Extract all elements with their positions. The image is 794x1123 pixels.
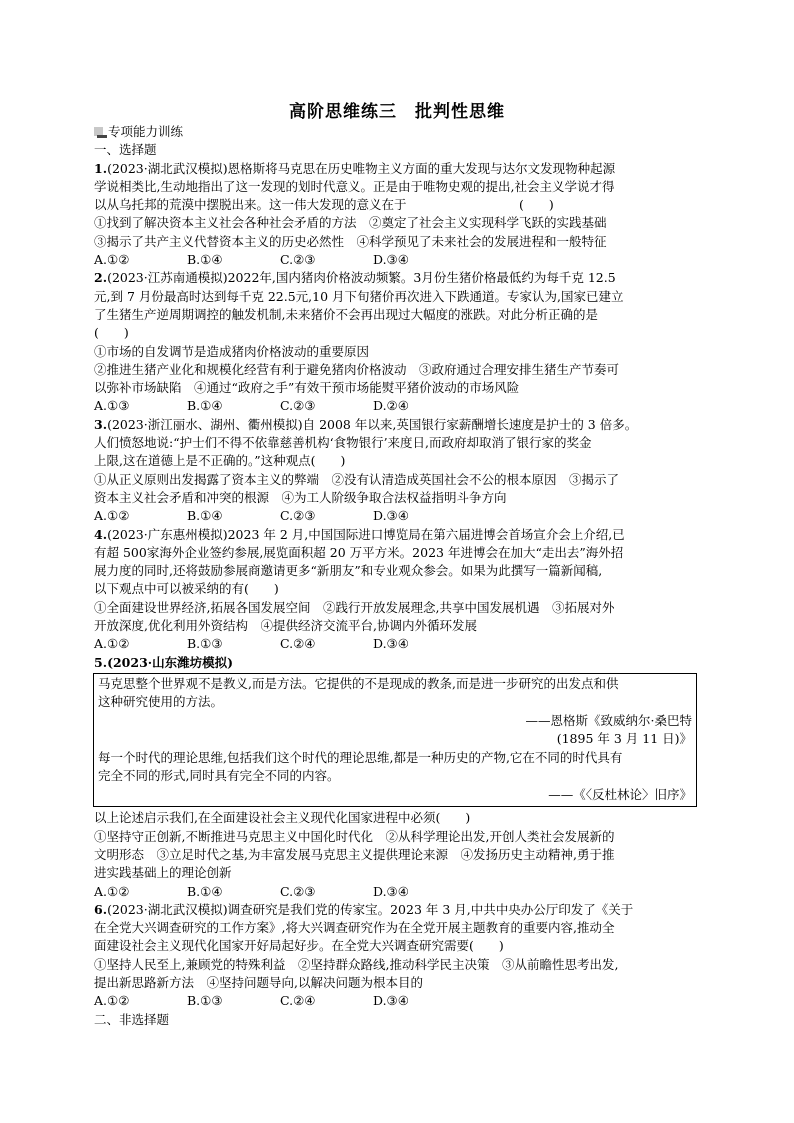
question-line: 在全党大兴调查研究的工作方案》,将大兴调查研究作为在全党开展主题教育的重要内容,推动全 bbox=[94, 920, 615, 936]
question-text: (2023·浙江丽水、湖州、衢州模拟)自 2008 年以来,英国银行家薪酬增长速度是护士的 3 倍多。 bbox=[107, 416, 638, 432]
option-b[interactable]: B.①③ bbox=[187, 993, 223, 1009]
option-a[interactable]: A.①② bbox=[94, 883, 130, 899]
question-line: 以从乌托邦的荒漠中摆脱出来。这一伟大发现的意义在于 ( ) bbox=[94, 197, 554, 213]
quote-line: 完全不同的形式,同时具有完全不同的内容。 bbox=[98, 768, 340, 784]
option-d[interactable]: D.③④ bbox=[373, 636, 409, 652]
question-number: 3. bbox=[94, 416, 108, 432]
section-tag-label: 专项能力训练 bbox=[108, 124, 184, 139]
question-line: 学说相类比,生动地指出了这一发现的划时代意义。正是由于唯物史观的提出,社会主义学说才得 bbox=[94, 178, 615, 194]
question-line: 有超 500家海外企业签约参展,展览面积超 20 万平方米。2023 年进博会在加大“走出去”海外招 bbox=[94, 544, 624, 560]
statement-line: 文明形态 ③立足时代之基,为丰富发展马克思主义提供理论来源 ④发扬历史主动精神,勇于推 bbox=[94, 847, 615, 862]
option-a[interactable]: A.①② bbox=[94, 636, 130, 652]
option-d[interactable]: D.③④ bbox=[373, 252, 409, 268]
question-number: 2. bbox=[94, 270, 108, 286]
option-b[interactable]: B.①④ bbox=[187, 508, 223, 524]
option-d[interactable]: D.③④ bbox=[373, 508, 409, 524]
question-text: (2023·湖北武汉模拟)调查研究是我们党的传家宝。2023 年 3 月,中共中央办公厅印发了《关于 bbox=[107, 901, 634, 917]
option-d[interactable]: D.③④ bbox=[373, 883, 409, 899]
question-number: 1. bbox=[94, 160, 108, 176]
statement-line: ①坚持守正创新,不断推进马克思主义中国化时代化 ②从科学理论出发,开创人类社会发展新的 bbox=[94, 828, 615, 844]
page-title: 高阶思维练三 批判性思维 bbox=[289, 102, 505, 122]
option-c[interactable]: C.②③ bbox=[280, 252, 316, 268]
question-line bbox=[94, 654, 694, 672]
statement-line: ①市场的自发调节是造成猪肉价格波动的重要原因 bbox=[94, 343, 370, 359]
answer-options bbox=[94, 507, 694, 525]
option-c[interactable]: C.②③ bbox=[280, 508, 316, 524]
answer-options bbox=[94, 251, 694, 269]
question-line: 元,到 7 月份最高时达到每千克 22.5元,10 月下旬猪价再次进入下跌通道。专家认为,国家已建立 bbox=[94, 288, 624, 304]
option-d[interactable]: D.③④ bbox=[373, 993, 409, 1009]
option-c[interactable]: C.②④ bbox=[280, 636, 316, 652]
option-c[interactable]: C.②③ bbox=[280, 398, 316, 414]
option-a[interactable]: A.①② bbox=[94, 508, 130, 524]
question-line: 了生猪生产逆周期调控的触发机制,未来猪价不会再出现过大幅度的涨跌。对此分析正确的是 bbox=[94, 306, 598, 322]
question-line bbox=[94, 160, 694, 178]
answer-options bbox=[94, 992, 694, 1010]
option-a[interactable]: A.①② bbox=[94, 252, 130, 268]
part-heading-choice: 一、选择题 bbox=[94, 142, 157, 158]
question-line bbox=[94, 526, 694, 544]
quote-box bbox=[93, 673, 697, 808]
statement-line: ①从正义原则出发揭露了资本主义的弊端 ②没有认清造成英国社会不公的根本原因 ③揭示了 bbox=[94, 471, 620, 487]
question-4 bbox=[94, 526, 694, 654]
question-line bbox=[94, 269, 694, 287]
option-b[interactable]: B.①④ bbox=[187, 252, 223, 268]
question-line bbox=[94, 416, 694, 434]
statement-line: ①找到了解决资本主义社会各种社会矛盾的方法 ②奠定了社会主义实现科学飞跃的实践基础 bbox=[94, 215, 607, 231]
option-c[interactable]: C.②③ bbox=[280, 883, 316, 899]
statement-line: ②推进生猪产业化和规模化经营有利于避免猪肉价格波动 ③政府通过合理安排生猪生产节奏可 bbox=[94, 361, 620, 377]
question-2 bbox=[94, 269, 694, 415]
question-number: 5. bbox=[94, 654, 108, 670]
statement-line: ①坚持人民至上,兼顾党的特殊利益 ②坚持群众路线,推动科学民主决策 ③从前瞻性思考出发, bbox=[94, 956, 619, 972]
option-c[interactable]: C.②④ bbox=[280, 993, 316, 1009]
question-5 bbox=[94, 654, 694, 901]
question-line: 展力度的同时,还将鼓励参展商邀请更多“新朋友”和专业观众参会。如果为此撰写一篇新闻稿, bbox=[94, 563, 603, 579]
option-a[interactable]: A.①② bbox=[94, 993, 130, 1009]
quote-source: (1895 年 3 月 11 日)》 bbox=[556, 731, 692, 747]
option-a[interactable]: A.①③ bbox=[94, 398, 130, 414]
statement-line: 提出新思路新方法 ④坚持问题导向,以解决问题为根本目的 bbox=[94, 975, 423, 991]
section-marker-icon bbox=[94, 127, 107, 138]
statement-line: ③揭示了共产主义代替资本主义的历史必然性 ④科学预见了未来社会的发展进程和一般特征 bbox=[94, 233, 607, 249]
question-text: (2023·湖北武汉模拟)恩格斯将马克思在历史唯物主义方面的重大发现与达尔文发现物种起源 bbox=[107, 160, 616, 176]
question-number: 4. bbox=[94, 526, 108, 542]
question-line bbox=[94, 901, 694, 919]
quote-source: ——恩格斯《致威纳尔·桑巴特 bbox=[525, 712, 692, 728]
question-text: (2023·江苏南通模拟)2022年,国内猪肉价格波动频繁。3月份生猪价格最低约为每千克 12.5 bbox=[107, 270, 616, 286]
option-b[interactable]: B.①③ bbox=[187, 636, 223, 652]
statement-line: 开放深度,优化利用外资结构 ④提供经济交流平台,协调内外循环发展 bbox=[94, 618, 477, 634]
quote-line: 每一个时代的理论思维,包括我们这个时代的理论思维,都是一种历史的产物,它在不同的时代具有 bbox=[98, 749, 623, 765]
question-line: 以下观点中可以被采纳的有( ) bbox=[94, 581, 279, 597]
question-line: 以上论述启示我们,在全面建设社会主义现代化国家进程中必须( ) bbox=[94, 810, 471, 826]
quote-line: 马克思整个世界观不是教义,而是方法。它提供的不是现成的教条,而是进一步研究的出发点和供 bbox=[98, 675, 619, 691]
option-b[interactable]: B.①④ bbox=[187, 883, 223, 899]
statement-line: 进实践基础上的理论创新 bbox=[94, 865, 232, 881]
question-text: (2023·广东惠州模拟)2023 年 2 月,中国国际进口博览局在第六届进博会首场宣介会上介绍,已 bbox=[107, 526, 625, 542]
content-body bbox=[94, 123, 694, 1029]
option-d[interactable]: D.②④ bbox=[373, 398, 409, 414]
option-b[interactable]: B.①④ bbox=[187, 398, 223, 414]
answer-options bbox=[94, 635, 694, 653]
statement-line: 以弥补市场缺陷 ④通过“政府之手”有效干预市场能熨平猪价波动的市场风险 bbox=[94, 380, 520, 396]
question-source: (2023·山东潍坊模拟) bbox=[107, 654, 234, 670]
question-3 bbox=[94, 416, 694, 526]
answer-bracket: ( ) bbox=[94, 325, 129, 341]
question-line: 面建设社会主义现代化国家开好局起好步。在全党大兴调查研究需要( ) bbox=[94, 938, 504, 954]
question-6 bbox=[94, 901, 694, 1011]
answer-options bbox=[94, 397, 694, 415]
question-line: 上限,这在道德上是不正确的。”这种观点( ) bbox=[94, 453, 346, 469]
statement-line: 资本主义社会矛盾和冲突的根源 ④为工人阶级争取合法权益指明斗争方向 bbox=[94, 489, 507, 505]
question-number: 6. bbox=[94, 901, 108, 917]
part-heading-nonchoice: 二、非选择题 bbox=[94, 1011, 170, 1027]
statement-line: ①全面建设世界经济,拓展各国发展空间 ②践行开放发展理念,共享中国发展机遇 ③拓展对外 bbox=[94, 599, 615, 615]
section-tag bbox=[94, 123, 694, 141]
answer-options bbox=[94, 883, 694, 901]
quote-source: ——《〈反杜林论〉旧序》 bbox=[548, 786, 692, 802]
quote-line: 这种研究使用的方法。 bbox=[98, 694, 224, 710]
question-1 bbox=[94, 160, 694, 270]
question-line: 人们愤怒地说:“护士们不得不依靠慈善机构‘食物银行’来度日,而政府却取消了银行家的奖金 bbox=[94, 435, 592, 451]
